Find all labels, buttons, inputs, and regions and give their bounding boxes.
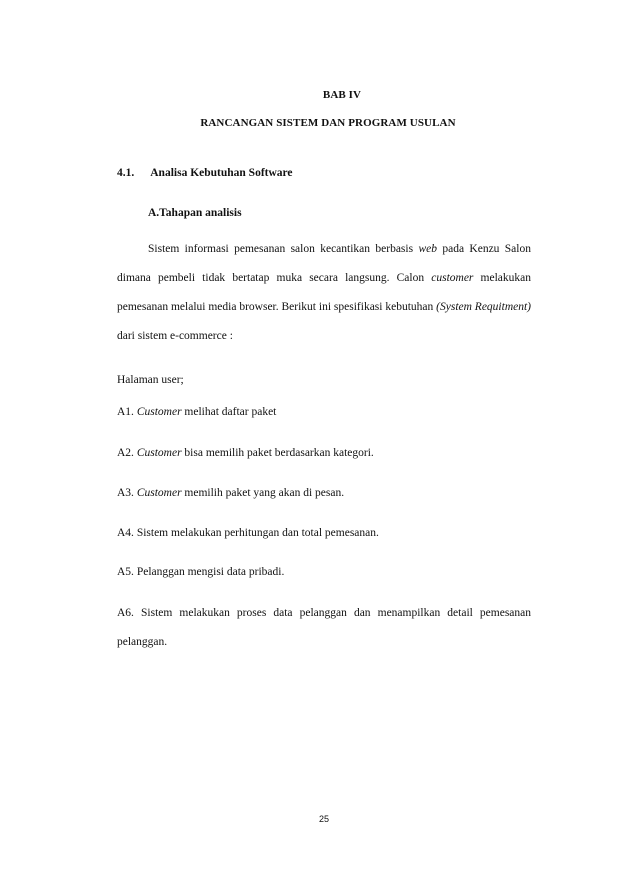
requirement-actor: Customer <box>136 406 182 418</box>
intro-paragraph <box>117 235 531 351</box>
paragraph-text-1: Sistem informasi pemesanan salon kecantikan berbasis <box>148 243 419 255</box>
paragraph-text-3: melakukan pemesanan melalui media browser. Berikut ini spesifikasi kebutuhan <box>117 272 532 313</box>
requirement-text: bisa memilih paket berdasarkan kategori. <box>181 447 374 459</box>
chapter-heading: BAB IV <box>322 89 362 101</box>
paragraph-text-4: dari sistem e-commerce : <box>117 330 233 342</box>
chapter-title: RANCANGAN SISTEM DAN PROGRAM USULAN <box>200 117 456 129</box>
subsection-heading: A.Tahapan analisis <box>148 207 242 219</box>
paragraph-term-web: web <box>418 243 437 255</box>
requirement-text: melihat daftar paket <box>181 406 277 418</box>
paragraph-term-customer: customer <box>431 272 474 284</box>
requirement-text: Sistem melakukan perhitungan dan total pemesanan. <box>136 527 379 539</box>
requirement-item <box>117 527 379 539</box>
halaman-user-label: Halaman user; <box>117 374 184 386</box>
section-heading <box>117 167 293 179</box>
requirement-text: Pelanggan mengisi data pribadi. <box>136 566 285 578</box>
requirement-id: A5. <box>117 566 137 578</box>
requirement-item <box>117 566 284 578</box>
requirement-item <box>117 406 276 418</box>
requirement-item <box>117 487 344 499</box>
requirement-id: A3. <box>117 487 137 499</box>
paragraph-term-system-requirement: (System Requitment) <box>436 301 532 313</box>
section-title: Analisa Kebutuhan Software <box>150 167 293 179</box>
page-number: 25 <box>318 814 329 824</box>
requirement-id: A4. <box>117 527 137 539</box>
requirement-id: A1. <box>117 406 137 418</box>
section-number: 4.1. <box>117 167 135 179</box>
requirement-id: A6. <box>117 607 142 619</box>
requirement-actor: Customer <box>136 447 182 459</box>
requirement-id: A2. <box>117 447 137 459</box>
requirement-actor: Customer <box>136 487 182 499</box>
requirement-text: memilih paket yang akan di pesan. <box>181 487 345 499</box>
requirement-item <box>117 599 531 657</box>
paragraph-text-2: pada Kenzu Salon dimana pembeli tidak bertatap muka secara langsung. Calon <box>117 243 531 284</box>
requirement-item <box>117 447 374 459</box>
requirement-text: Sistem melakukan proses data pelanggan dan menampilkan detail pemesanan pelanggan. <box>117 607 532 648</box>
